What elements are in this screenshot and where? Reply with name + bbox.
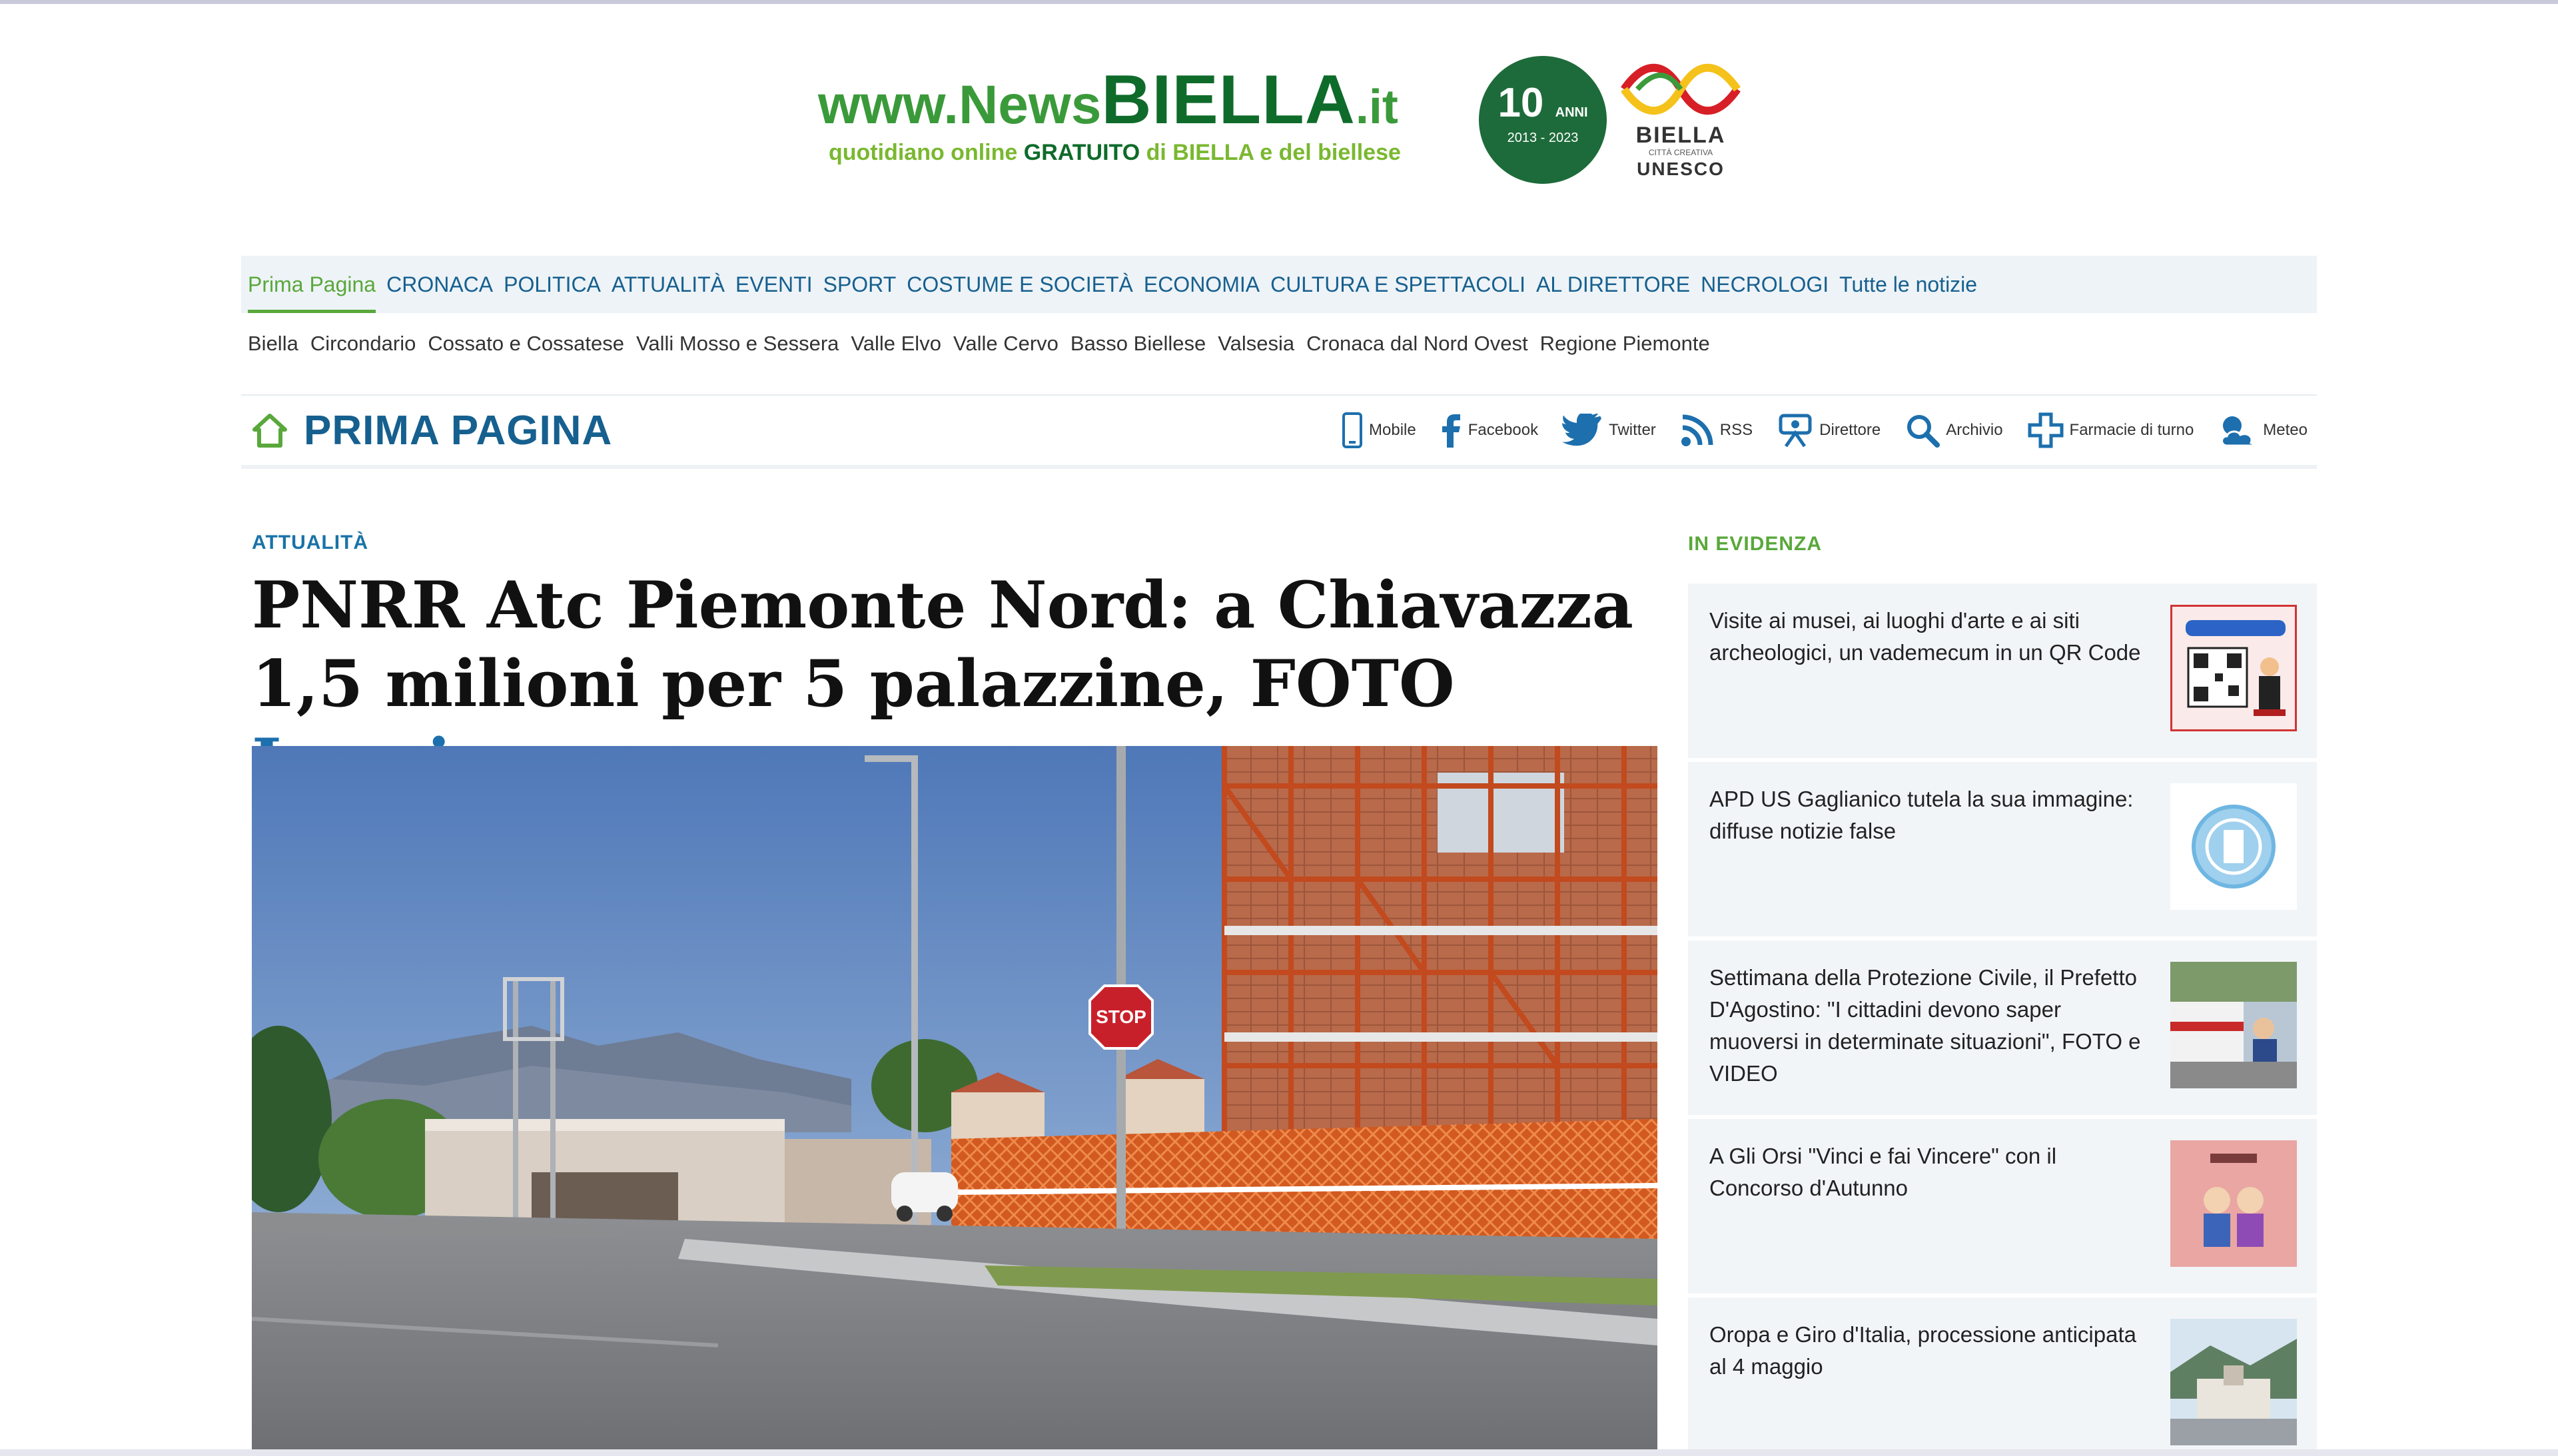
tool-twitter[interactable]: Twitter <box>1562 414 1656 447</box>
section-title[interactable]: PRIMA PAGINA <box>250 407 612 454</box>
sidebar-item-text[interactable]: A Gli Orsi "Vinci e fai Vincere" con il Concorso d'Autunno <box>1709 1144 2057 1200</box>
sidebar-title: IN EVIDENZA <box>1688 533 1823 555</box>
subnav-item-nord-ovest[interactable]: Cronaca dal Nord Ovest <box>1306 332 1528 355</box>
weather-icon <box>2218 412 2258 448</box>
tool-farmacie[interactable]: Farmacie di turno <box>2027 412 2194 449</box>
section-bar <box>241 394 2317 469</box>
hero-photo <box>252 746 1657 1456</box>
nav-item-tutte-le-notizie[interactable]: Tutte le notizie <box>1839 272 1978 296</box>
sidebar-item-thumbnail[interactable] <box>2170 605 2297 731</box>
qr-code-thumbnail <box>2172 607 2297 731</box>
subnav-item-biella[interactable]: Biella <box>248 332 298 355</box>
nav-item-sport[interactable]: SPORT <box>823 272 897 296</box>
unesco-ribbon-icon <box>1617 57 1744 121</box>
nav-item-economia[interactable]: ECONOMIA <box>1143 272 1260 296</box>
pharmacy-icon <box>2027 412 2064 449</box>
tool-direttore[interactable]: Direttore <box>1777 412 1881 449</box>
article-headline[interactable]: PNRR Atc Piemonte Nord: a Chiavazza 1,5 milioni per 5 palazzine, FOTO <box>252 566 1664 802</box>
sidebar-item[interactable] <box>1688 1119 2317 1293</box>
sidebar-item-thumbnail[interactable] <box>2170 962 2297 1088</box>
nav-item-cronaca[interactable]: CRONACA <box>386 272 494 296</box>
logo-tagline: quotidiano online GRATUITO di BIELLA e del biellese <box>829 140 1401 165</box>
logo-url: www.NewsBIELLA.it <box>818 61 1398 139</box>
tool-meteo[interactable]: Meteo <box>2218 412 2308 448</box>
sidebar-item-text[interactable]: Settimana della Protezione Civile, il Prefetto D'Agostino: "I cittadini devono saper muoversi in determinate situazioni", FOTO e VIDEO <box>1709 965 2141 1086</box>
sidebar-list <box>1688 583 2317 1456</box>
sub-navigation <box>241 324 2317 364</box>
nav-item-prima-pagina[interactable]: Prima Pagina <box>248 256 376 313</box>
subnav-item-circondario[interactable]: Circondario <box>310 332 416 355</box>
subnav-item-cossato[interactable]: Cossato e Cossatese <box>428 332 624 355</box>
civil-protection-thumbnail <box>2170 962 2297 1088</box>
sidebar-item[interactable] <box>1688 940 2317 1115</box>
tool-facebook[interactable]: Facebook <box>1440 412 1538 449</box>
sidebar-item[interactable] <box>1688 762 2317 936</box>
subnav-item-basso-biellese[interactable]: Basso Biellese <box>1070 332 1206 355</box>
nav-item-politica[interactable]: POLITICA <box>504 272 601 296</box>
nav-item-eventi[interactable]: EVENTI <box>735 272 813 296</box>
nav-item-costume-e-societa[interactable]: COSTUME E SOCIETÀ <box>907 272 1133 296</box>
subnav-item-valle-elvo[interactable]: Valle Elvo <box>851 332 941 355</box>
search-icon <box>1905 412 1940 448</box>
article-category[interactable]: ATTUALITÀ <box>252 532 369 553</box>
tool-mobile[interactable]: Mobile <box>1341 412 1416 449</box>
facebook-icon <box>1440 412 1463 449</box>
nav-item-cultura-e-spettacoli[interactable]: CULTURA E SPETTACOLI <box>1270 272 1525 296</box>
sidebar-item-thumbnail[interactable] <box>2170 1319 2297 1445</box>
club-badge-thumbnail <box>2170 783 2297 910</box>
sidebar-item-thumbnail[interactable] <box>2170 1140 2297 1267</box>
subnav-item-valli-mosso[interactable]: Valli Mosso e Sessera <box>636 332 839 355</box>
anniversary-badge: 10 ANNI 2013 - 2023 <box>1479 56 1607 184</box>
nav-item-al-direttore[interactable]: AL DIRETTORE <box>1535 272 1691 296</box>
bottom-border <box>0 1449 2558 1456</box>
nav-item-necrologi[interactable]: NECROLOGI <box>1701 272 1829 296</box>
sidebar-item-thumbnail[interactable] <box>2170 783 2297 910</box>
sidebar-item-text[interactable]: Oropa e Giro d'Italia, processione anticipata al 4 maggio <box>1709 1322 2136 1379</box>
contest-thumbnail <box>2170 1140 2297 1267</box>
rss-icon <box>1680 413 1715 448</box>
home-icon <box>250 412 289 448</box>
article-hero-image[interactable] <box>252 746 1657 1456</box>
subnav-item-valsesia[interactable]: Valsesia <box>1218 332 1295 355</box>
main-navigation <box>241 256 2317 313</box>
director-icon <box>1777 412 1814 449</box>
nav-item-attualita[interactable]: ATTUALITÀ <box>611 272 725 296</box>
tool-rss[interactable]: RSS <box>1680 413 1753 448</box>
twitter-icon <box>1562 414 1603 447</box>
sidebar-item-text[interactable]: Visite ai musei, ai luoghi d'arte e ai siti archeologici, un vademecum in un QR Code <box>1709 608 2141 665</box>
mobile-icon <box>1341 412 1364 449</box>
sidebar-item[interactable] <box>1688 1297 2317 1456</box>
sidebar-item[interactable] <box>1688 583 2317 758</box>
site-logo[interactable] <box>818 53 1751 200</box>
toolbar <box>1317 412 2308 449</box>
top-border <box>0 0 2558 4</box>
tool-archivio[interactable]: Archivio <box>1905 412 2002 448</box>
sidebar-item-text[interactable]: APD US Gaglianico tutela la sua immagine: diffuse notizie false <box>1709 787 2134 843</box>
subnav-item-regione-piemonte[interactable]: Regione Piemonte <box>1539 332 1710 355</box>
unesco-badge: BIELLA CITTÀ CREATIVA UNESCO <box>1611 57 1751 190</box>
oropa-thumbnail <box>2170 1319 2297 1445</box>
subnav-item-valle-cervo[interactable]: Valle Cervo <box>953 332 1059 355</box>
stop-sign-text: STOP <box>1096 1006 1146 1027</box>
